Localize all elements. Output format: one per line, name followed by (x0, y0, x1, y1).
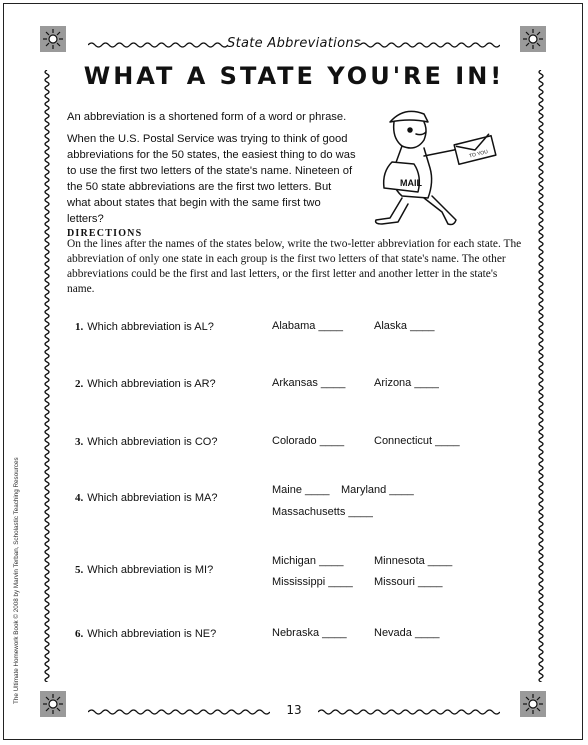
header-label: State Abbreviations (227, 36, 361, 51)
question-3 (75, 436, 217, 448)
directions-heading: DIRECTIONS (67, 228, 143, 239)
state-answer-massachusetts[interactable]: Massachusetts ____ (272, 506, 373, 518)
state-answer-arizona[interactable]: Arizona ____ (374, 377, 439, 389)
question-prompt: Which abbreviation is CO? (87, 436, 218, 448)
question-prompt: Which abbreviation is AL? (87, 321, 214, 333)
question-prompt: Which abbreviation is MI? (87, 564, 214, 576)
question-prompt: Which abbreviation is MA? (87, 492, 218, 504)
state-answer-colorado[interactable]: Colorado ____ (272, 435, 345, 447)
question-number: 2. (75, 378, 84, 390)
question-prompt: Which abbreviation is NE? (87, 628, 217, 640)
copyright-credit: The Ultimate Homework Book © 2008 by Marvin Terban, Scholastic Teaching Resources (13, 457, 20, 704)
directions-text: On the lines after the names of the states below, write the two-letter abbreviation for each state. The abbreviation of only one state in each group is the first two letters of that state's name. The other abbreviations could be the first and last letters, or the first letter and another letter in the state's name. (67, 238, 522, 295)
state-answer-michigan[interactable]: Michigan ____ (272, 555, 344, 567)
state-answer-arkansas[interactable]: Arkansas ____ (272, 377, 346, 389)
state-answer-nebraska[interactable]: Nebraska ____ (272, 627, 347, 639)
state-answer-missouri[interactable]: Missouri ____ (374, 576, 443, 588)
mail-bag-label: MAIL (400, 178, 422, 188)
question-number: 3. (75, 436, 84, 448)
question-number: 4. (75, 492, 84, 504)
page-title: WHAT A STATE YOU'RE IN! (83, 62, 505, 90)
state-answer-alabama[interactable]: Alabama ____ (272, 320, 343, 332)
question-number: 6. (75, 628, 84, 640)
question-4 (75, 492, 217, 504)
state-answer-connecticut[interactable]: Connecticut ____ (374, 435, 460, 447)
question-2 (75, 378, 216, 390)
state-answer-alaska[interactable]: Alaska ____ (374, 320, 435, 332)
state-answer-nevada[interactable]: Nevada ____ (374, 627, 440, 639)
letter-label: TO YOU (468, 149, 489, 160)
question-1 (75, 321, 214, 333)
state-answer-maryland[interactable]: Maryland ____ (341, 484, 414, 496)
question-5 (75, 564, 213, 576)
state-answer-minnesota[interactable]: Minnesota ____ (374, 555, 453, 567)
intro-paragraph-1: An abbreviation is a shortened form of a word or phrase. (67, 111, 347, 123)
question-prompt: Which abbreviation is AR? (87, 378, 216, 390)
intro-paragraph-2: When the U.S. Postal Service was trying to think of good abbreviations for the 50 states, the easiest thing to do was to use the first two letters of the state's name. Nineteen of the 50 state abbreviations are the first two letters. But what about states that begin with the same first two letters? (67, 133, 356, 225)
wavy-border-left (42, 70, 52, 682)
page-number: 13 (286, 703, 302, 717)
mail-carrier-illustration (372, 100, 510, 232)
question-number: 5. (75, 564, 84, 576)
question-number: 1. (75, 321, 84, 333)
wavy-border-right (536, 70, 546, 682)
state-answer-maine[interactable]: Maine ____ (272, 484, 330, 496)
question-6 (75, 628, 216, 640)
state-answer-mississippi[interactable]: Mississippi ____ (272, 576, 353, 588)
